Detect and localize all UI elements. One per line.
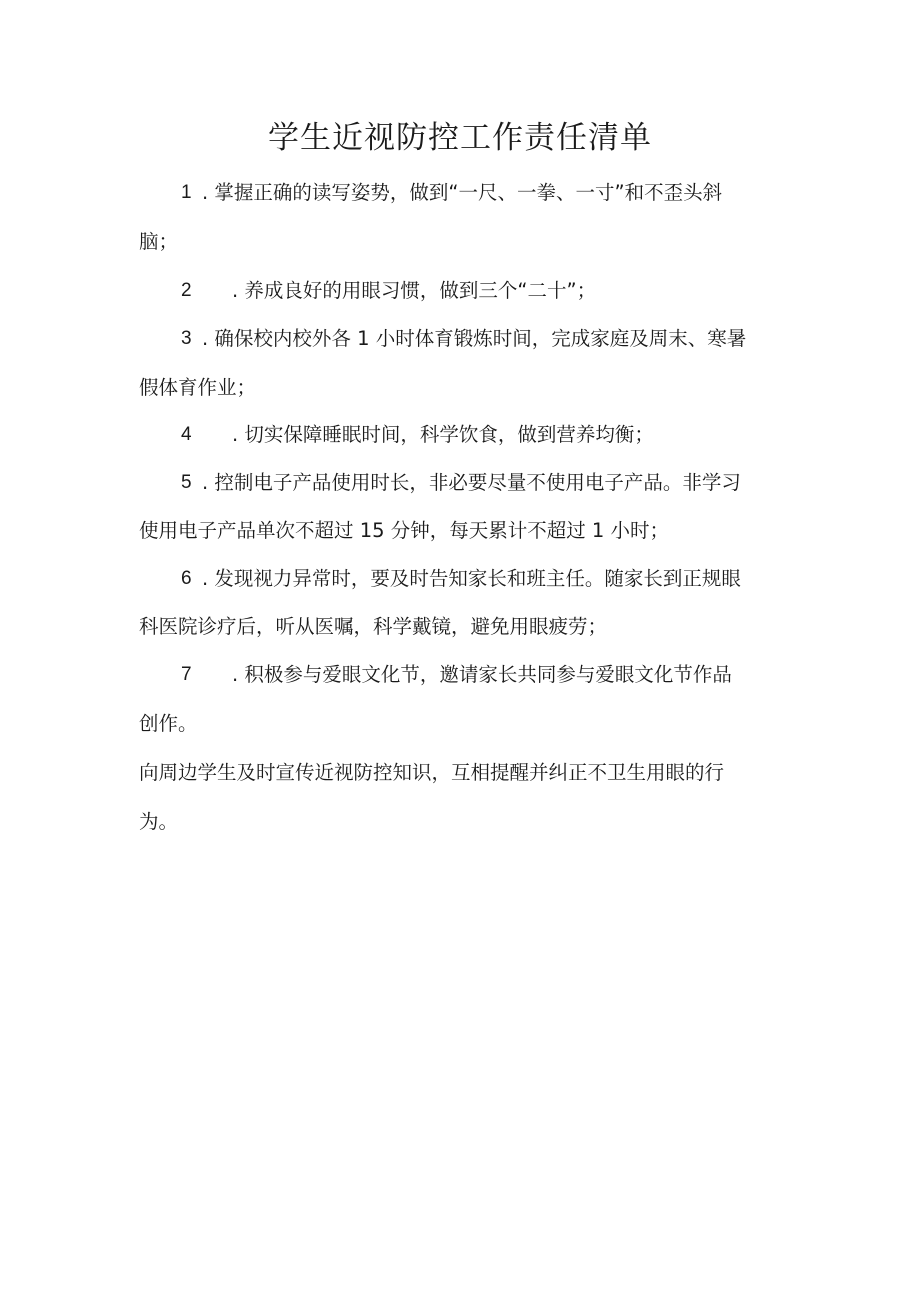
closing-text: 向周边学生及时宣传近视防控知识，互相提醒并纠正不卫生用眼的行 — [139, 761, 725, 784]
item-number: 2 — [181, 280, 192, 301]
item-text: . 控制电子产品使用时长，非必要尽量不使用电子产品。非学习 — [202, 471, 741, 494]
item-text-continued: 使用电子产品单次不超过 15 分钟，每天累计不超过 1 小时； — [139, 519, 670, 542]
item-text: . 切实保障睡眠时间，科学饮食，做到营养均衡； — [232, 423, 654, 446]
item-number: 3 — [181, 328, 192, 349]
item-text-continued: 创作。 — [139, 712, 198, 735]
item-text-continued: 科医院诊疗后，听从医嘱，科学戴镜，避免用眼疲劳； — [139, 615, 608, 638]
item-text: . 积极参与爱眼文化节，邀请家长共同参与爱眼文化节作品 — [232, 663, 732, 686]
item-number: 1 — [181, 182, 192, 203]
item-number: 4 — [181, 424, 192, 445]
item-text: . 确保校内校外各 1 小时体育锻炼时间，完成家庭及周末、寒暑 — [202, 327, 747, 350]
item-text: . 养成良好的用眼习惯，做到三个“二十”； — [232, 279, 597, 302]
page-title: 学生近视防控工作责任清单 — [268, 120, 652, 156]
item-text: . 掌握正确的读写姿势，做到“一尺、一拳、一寸”和不歪头斜 — [202, 181, 723, 204]
item-number: 7 — [181, 664, 192, 685]
closing-text-continued: 为。 — [139, 810, 179, 833]
item-text-continued: 假体育作业； — [139, 376, 257, 399]
item-number: 5 — [181, 472, 192, 493]
item-text: . 发现视力异常时，要及时告知家长和班主任。随家长到正规眼 — [202, 567, 741, 590]
item-number: 6 — [181, 568, 192, 589]
item-text-continued: 脑； — [139, 230, 179, 253]
